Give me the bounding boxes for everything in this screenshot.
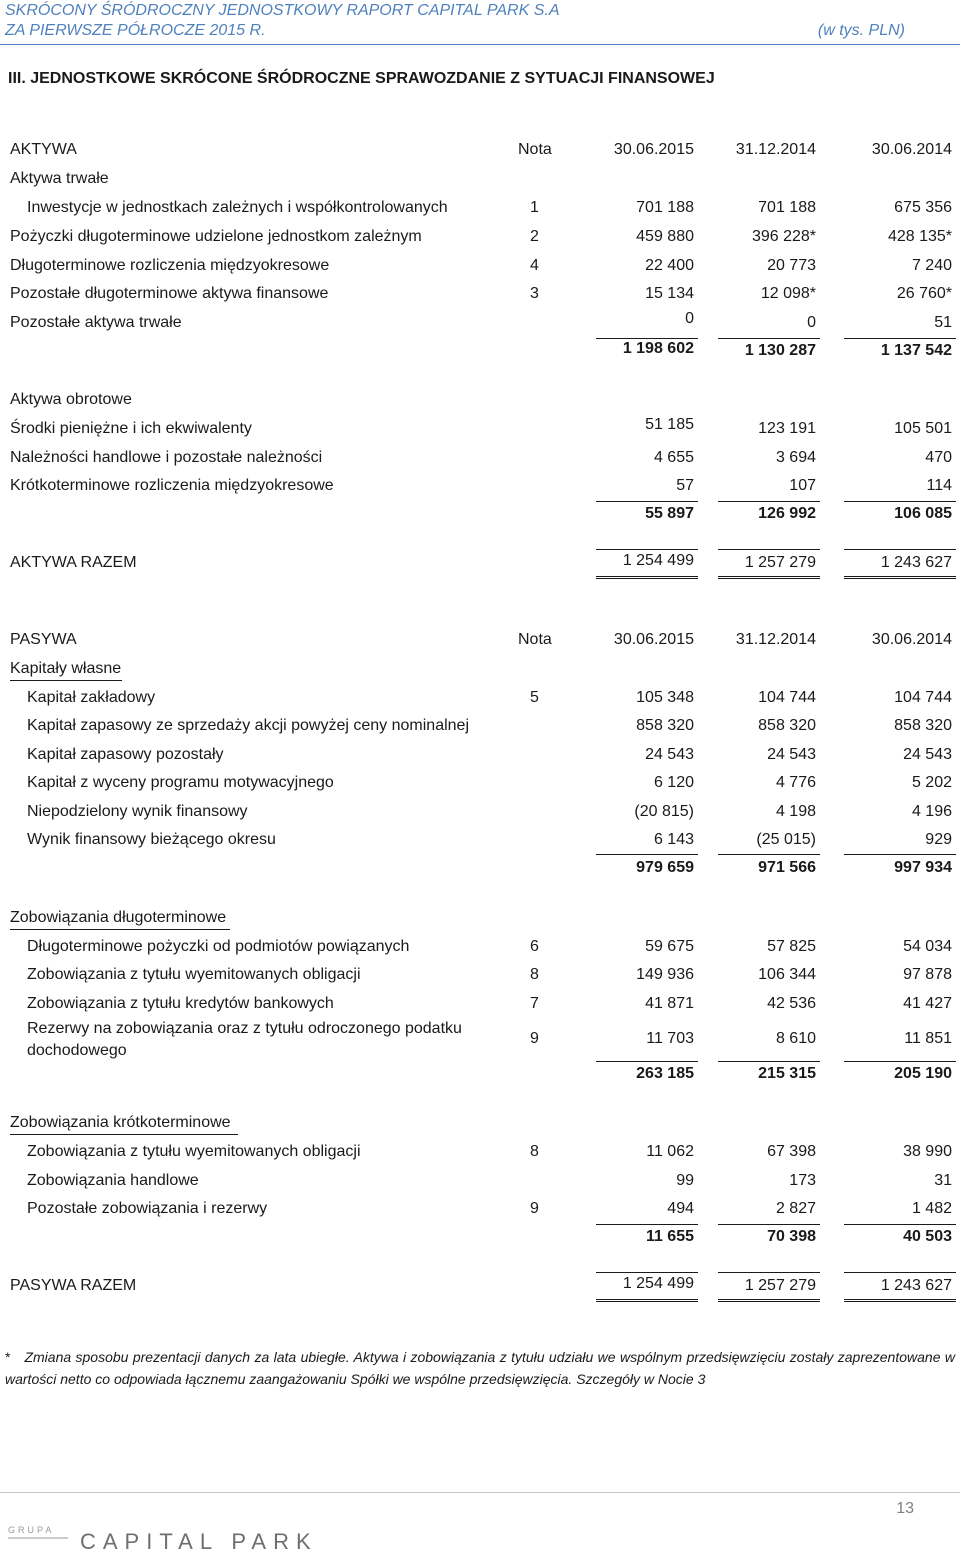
subtotal-line <box>844 338 956 339</box>
total-underline <box>718 1301 820 1302</box>
heading-underline <box>10 680 122 681</box>
row-nota: 1 <box>530 199 539 216</box>
heading-underline <box>10 1134 238 1135</box>
section-label: Kapitały własne <box>10 660 122 677</box>
total-value-1: 1 254 499 <box>622 552 694 569</box>
row-value-1: 59 675 <box>645 938 694 955</box>
section-label: Aktywa trwałe <box>10 170 109 187</box>
row-label: Pozostałe długoterminowe aktywa finansowe <box>10 285 329 302</box>
total-line <box>718 1272 820 1273</box>
total-label: AKTYWA RAZEM <box>10 554 137 571</box>
row-value-3: 104 744 <box>894 689 952 706</box>
section-label: Zobowiązania krótkoterminowe <box>10 1114 231 1131</box>
row-value-1: 11 703 <box>646 1030 694 1047</box>
report-title: SKRÓCONY ŚRÓDROCZNY JEDNOSTKOWY RAPORT CAPITAL PARK S.A <box>5 2 560 19</box>
row-value-2: 4 776 <box>775 774 816 791</box>
row-value-3: 31 <box>934 1172 952 1189</box>
subtotal-line <box>596 854 698 855</box>
logo-prefix: GRUPA <box>8 1525 55 1535</box>
row-value-2: 24 543 <box>767 746 816 763</box>
total-underline <box>596 576 698 577</box>
row-label: Krótkoterminowe rozliczenia międzyokresowe <box>10 477 334 494</box>
row-value-2: 67 398 <box>767 1143 816 1160</box>
row-label: Pozostałe zobowiązania i rezerwy <box>27 1200 268 1217</box>
row-value-3: 428 135* <box>887 228 952 245</box>
heading-underline <box>10 929 230 930</box>
total-underline <box>718 578 820 579</box>
row-value-3: 24 543 <box>903 746 952 763</box>
row-value-1: 41 871 <box>645 995 694 1012</box>
total-value-3: 1 243 627 <box>880 554 952 571</box>
row-value-2: 106 344 <box>758 966 816 983</box>
total-value-2: 1 257 279 <box>744 554 816 571</box>
total-underline <box>596 1299 698 1300</box>
row-nota: 7 <box>530 995 539 1012</box>
row-value-1: (20 815) <box>634 803 694 820</box>
row-value-1: 6 120 <box>653 774 694 791</box>
row-label: Zobowiązania z tytułu wyemitowanych obligacji <box>27 966 361 983</box>
row-value-2: 8 610 <box>775 1030 816 1047</box>
footnote <box>5 1346 955 1390</box>
subtotal-line <box>718 854 820 855</box>
nota-heading: Nota <box>518 631 552 648</box>
row-value-1: 0 <box>685 310 694 327</box>
row-value-2: 4 198 <box>775 803 816 820</box>
row-value-3: 26 760* <box>896 285 952 302</box>
total-value-2: 1 257 279 <box>744 1277 816 1294</box>
row-value-3: 105 501 <box>894 420 952 437</box>
header-divider <box>0 44 960 45</box>
total-line <box>596 1272 698 1273</box>
logo-name: CAPITAL PARK <box>80 1529 318 1552</box>
row-nota: 9 <box>530 1200 539 1217</box>
row-nota: 9 <box>530 1030 539 1047</box>
subtotal-value-2: 70 398 <box>767 1228 816 1245</box>
total-underline <box>844 576 956 577</box>
row-value-1: 24 543 <box>645 746 694 763</box>
row-label: Kapitał zapasowy ze sprzedaży akcji powyżej ceny nominalnej <box>27 717 469 734</box>
total-line <box>596 549 698 550</box>
subtotal-line <box>596 1224 698 1225</box>
row-value-3: 11 851 <box>904 1030 952 1047</box>
row-value-2: 2 827 <box>775 1200 816 1217</box>
subtotal-line <box>844 854 956 855</box>
row-value-2: 858 320 <box>758 717 816 734</box>
subtotal-value-3: 40 503 <box>903 1228 952 1245</box>
section-label: Aktywa obrotowe <box>10 391 132 408</box>
row-label-line-1: Rezerwy na zobowiązania oraz z tytułu odroczonego podatku <box>27 1020 462 1037</box>
subtotal-line <box>844 501 956 502</box>
row-value-3: 41 427 <box>903 995 952 1012</box>
row-label: Kapitał zapasowy pozostały <box>27 746 224 763</box>
total-underline <box>596 578 698 579</box>
subtotal-value-2: 126 992 <box>758 505 816 522</box>
row-nota: 8 <box>530 1143 539 1160</box>
row-value-3: 7 240 <box>911 257 952 274</box>
row-value-2: 3 694 <box>775 449 816 466</box>
total-underline <box>844 1299 956 1300</box>
row-value-3: 114 <box>926 477 952 494</box>
row-value-2: (25 015) <box>756 831 816 848</box>
row-label: Środki pieniężne i ich ekwiwalenty <box>10 420 252 437</box>
total-line <box>718 549 820 550</box>
total-line <box>844 1272 956 1273</box>
total-line <box>844 549 956 550</box>
row-value-3: 51 <box>934 314 952 331</box>
subtotal-line <box>844 1224 956 1225</box>
row-label: Kapitał zakładowy <box>27 689 156 706</box>
row-label: Długoterminowe pożyczki od podmiotów powiązanych <box>27 938 410 955</box>
subtotal-value-1: 263 185 <box>636 1065 694 1082</box>
row-value-3: 1 482 <box>911 1200 952 1217</box>
assets-heading: AKTYWA <box>10 141 77 158</box>
row-value-2: 107 <box>789 477 816 494</box>
subtotal-value-2: 1 130 287 <box>744 342 816 359</box>
row-label: Zobowiązania z tytułu wyemitowanych obligacji <box>27 1143 361 1160</box>
col-heading-3: 30.06.2014 <box>871 141 952 158</box>
row-value-3: 675 356 <box>894 199 952 216</box>
subtotal-value-3: 1 137 542 <box>880 342 952 359</box>
row-value-3: 4 196 <box>911 803 952 820</box>
row-value-1: 22 400 <box>645 257 694 274</box>
row-label: Należności handlowe i pozostałe należności <box>10 449 323 466</box>
subtotal-line <box>596 338 698 339</box>
row-value-3: 858 320 <box>894 717 952 734</box>
row-label: Zobowiązania handlowe <box>27 1172 199 1189</box>
row-value-3: 929 <box>925 831 952 848</box>
row-label-line-2: dochodowego <box>27 1042 127 1059</box>
row-value-1: 701 188 <box>636 199 694 216</box>
logo-graphic <box>8 1522 388 1552</box>
total-underline <box>844 1301 956 1302</box>
subtotal-value-3: 997 934 <box>894 859 952 876</box>
total-underline <box>718 1299 820 1300</box>
liabilities-heading: PASYWA <box>10 631 77 648</box>
row-nota: 5 <box>530 689 539 706</box>
subtotal-line <box>718 1224 820 1225</box>
row-value-2: 173 <box>789 1172 816 1189</box>
row-value-2: 396 228* <box>751 228 816 245</box>
row-value-3: 97 878 <box>903 966 952 983</box>
company-logo <box>8 1522 388 1552</box>
row-nota: 8 <box>530 966 539 983</box>
row-nota: 2 <box>530 228 539 245</box>
report-unit: (w tys. PLN) <box>817 22 905 39</box>
footnote-marker: * <box>5 1349 11 1365</box>
row-label: Kapitał z wyceny programu motywacyjnego <box>27 774 334 791</box>
subtotal-value-3: 106 085 <box>894 505 952 522</box>
page-number: 13 <box>896 1500 914 1517</box>
total-value-1: 1 254 499 <box>622 1275 694 1292</box>
subtotal-line <box>718 1061 820 1062</box>
row-label: Wynik finansowy bieżącego okresu <box>27 831 276 848</box>
subtotal-line <box>596 1061 698 1062</box>
row-value-1: 51 185 <box>645 416 694 433</box>
col-heading-2: 31.12.2014 <box>735 631 816 648</box>
row-value-1: 15 134 <box>645 285 694 302</box>
row-value-3: 5 202 <box>911 774 952 791</box>
row-value-1: 11 062 <box>646 1143 694 1160</box>
row-value-3: 38 990 <box>903 1143 952 1160</box>
subtotal-value-3: 205 190 <box>894 1065 952 1082</box>
row-value-1: 494 <box>667 1200 694 1217</box>
row-label: Niepodzielony wynik finansowy <box>27 803 248 820</box>
row-value-1: 149 936 <box>636 966 694 983</box>
row-value-3: 54 034 <box>903 938 952 955</box>
footnote-text: Zmiana sposobu prezentacji danych za lata ubiegłe. Aktywa i zobowiązania z tytułu udziału we wspólnym przedsięwzięciu zostały zaprezentowane w wartości netto co odpowiada łącznemu zaangażowaniu Spółki we wspólne przedsięwzięcia. Szczegóły w Nocie 3 <box>5 1349 955 1387</box>
row-value-1: 459 880 <box>636 228 694 245</box>
total-underline <box>718 576 820 577</box>
row-value-2: 0 <box>807 314 816 331</box>
subtotal-line <box>718 338 820 339</box>
row-value-3: 470 <box>925 449 952 466</box>
subtotal-value-1: 55 897 <box>645 505 694 522</box>
row-label: Inwestycje w jednostkach zależnych i współkontrolowanych <box>27 199 448 216</box>
subtotal-value-2: 971 566 <box>758 859 816 876</box>
row-value-2: 20 773 <box>767 257 816 274</box>
total-value-3: 1 243 627 <box>880 1277 952 1294</box>
row-value-1: 99 <box>676 1172 694 1189</box>
section-title: III. JEDNOSTKOWE SKRÓCONE ŚRÓDROCZNE SPRAWOZDANIE Z SYTUACJI FINANSOWEJ <box>8 70 715 87</box>
col-heading-3: 30.06.2014 <box>871 631 952 648</box>
row-value-2: 123 191 <box>758 420 816 437</box>
row-value-2: 57 825 <box>767 938 816 955</box>
row-value-1: 6 143 <box>653 831 694 848</box>
total-underline <box>844 578 956 579</box>
row-value-1: 858 320 <box>636 717 694 734</box>
row-value-1: 105 348 <box>636 689 694 706</box>
col-heading-1: 30.06.2015 <box>613 631 694 648</box>
row-label: Pozostałe aktywa trwałe <box>10 314 182 331</box>
subtotal-line <box>844 1061 956 1062</box>
row-nota: 6 <box>530 938 539 955</box>
report-period: ZA PIERWSZE PÓŁROCZE 2015 R. <box>5 22 266 39</box>
row-label: Zobowiązania z tytułu kredytów bankowych <box>27 995 334 1012</box>
footer-divider <box>0 1492 960 1493</box>
section-label: Zobowiązania długoterminowe <box>10 909 227 926</box>
row-nota: 3 <box>530 285 539 302</box>
subtotal-line <box>718 501 820 502</box>
subtotal-value-1: 979 659 <box>636 859 694 876</box>
row-value-1: 57 <box>676 477 694 494</box>
row-label: Długoterminowe rozliczenia międzyokresowe <box>10 257 330 274</box>
total-label: PASYWA RAZEM <box>10 1277 137 1294</box>
nota-heading: Nota <box>518 141 552 158</box>
col-heading-1: 30.06.2015 <box>613 141 694 158</box>
row-value-1: 4 655 <box>653 449 694 466</box>
subtotal-value-1: 1 198 602 <box>622 340 694 357</box>
col-heading-2: 31.12.2014 <box>735 141 816 158</box>
subtotal-value-2: 215 315 <box>758 1065 816 1082</box>
row-value-2: 104 744 <box>758 689 816 706</box>
row-value-2: 12 098* <box>760 285 816 302</box>
row-value-2: 42 536 <box>767 995 816 1012</box>
subtotal-line <box>596 501 698 502</box>
row-nota: 4 <box>530 257 539 274</box>
row-value-2: 701 188 <box>758 199 816 216</box>
subtotal-value-1: 11 655 <box>645 1228 694 1245</box>
total-underline <box>596 1301 698 1302</box>
row-label: Pożyczki długoterminowe udzielone jednostkom zależnym <box>10 228 422 245</box>
